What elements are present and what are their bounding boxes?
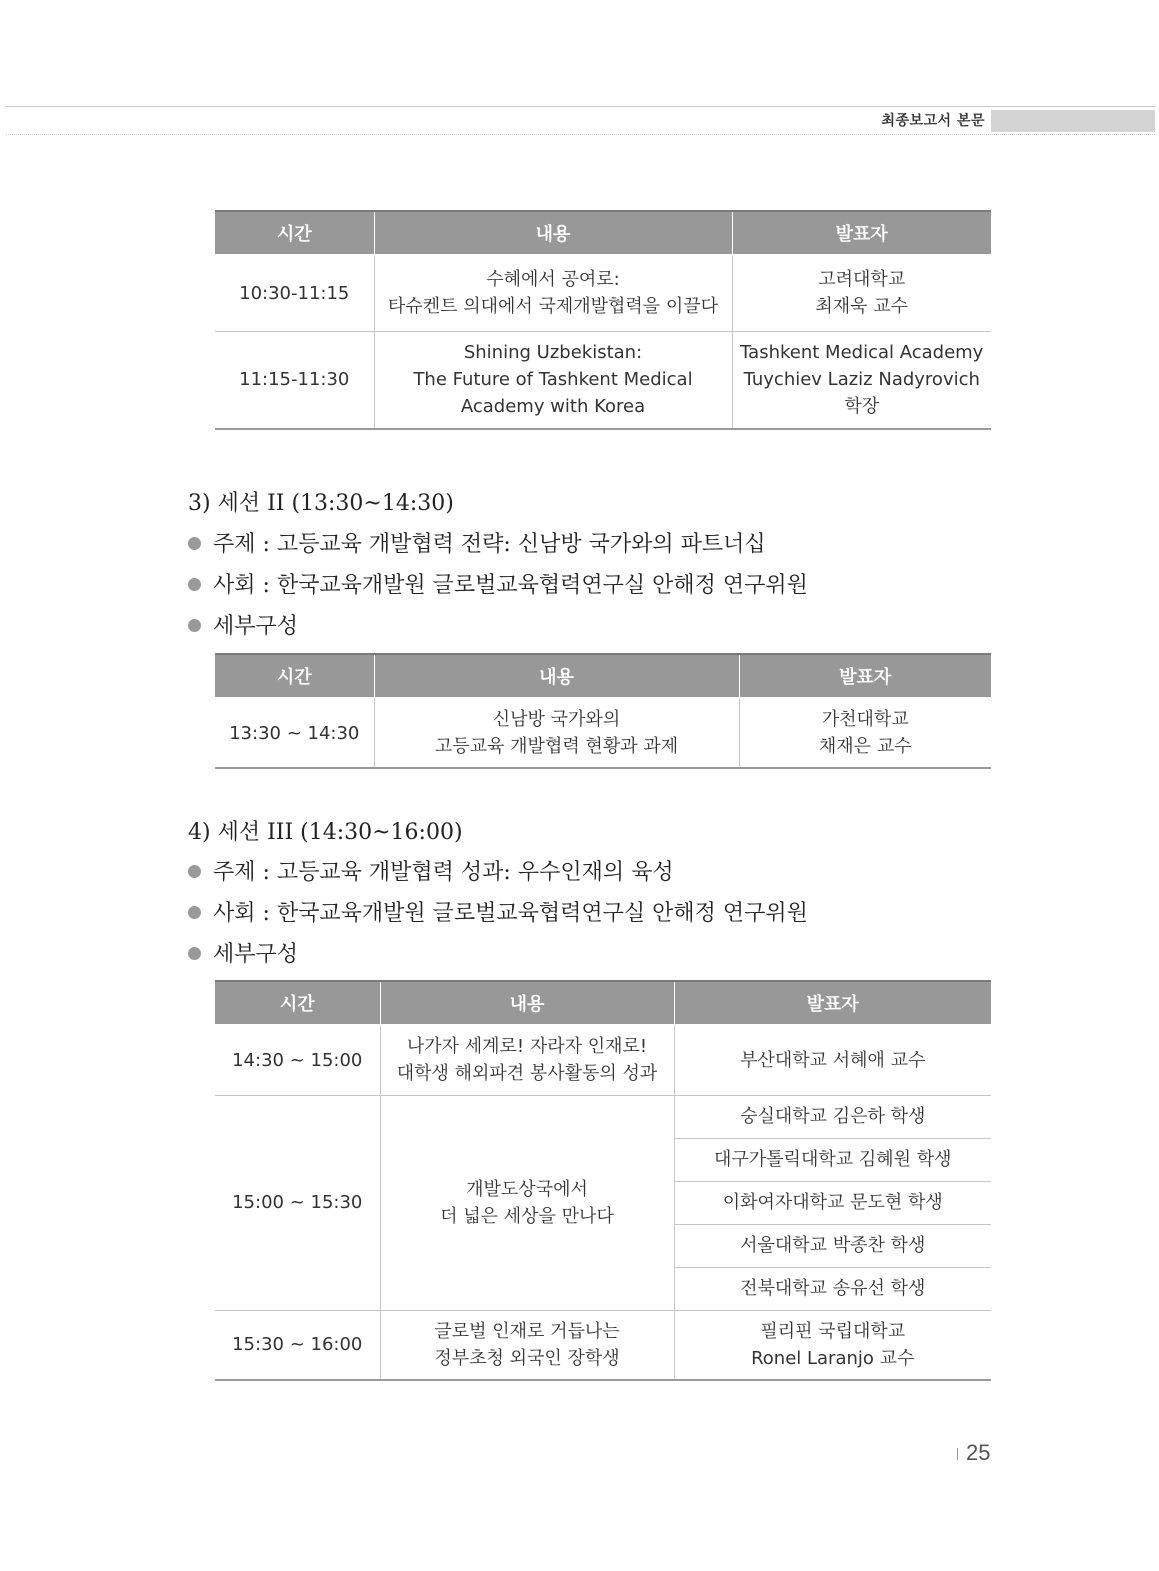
header-rule [6,106,1155,107]
bullet-text: 세부구성 [213,942,299,967]
bullet-moderator [188,568,808,599]
cell-time: 15:30 ~ 16:00 [215,1310,380,1380]
table-row [215,698,991,768]
table-row [215,331,991,429]
bullet-dot-icon [188,578,201,591]
bullet-text: 사회 : 한국교육개발원 글로벌교육협력연구실 안해정 연구위원 [213,901,808,926]
cell-content [380,1310,674,1380]
cell-content [380,1025,674,1095]
bullet-text: 주제 : 고등교육 개발협력 성과: 우수인재의 육성 [213,860,674,885]
bullet-dot-icon [188,906,201,919]
cell-presenter [674,1310,991,1380]
cell-time: 11:15-11:30 [215,331,374,429]
content-line: 신남방 국가와의 [492,709,621,730]
table-header-row [215,211,991,255]
bullet-details [188,937,298,968]
cell-presenter: 대구가톨릭대학교 김혜원 학생 [674,1138,991,1181]
cell-presenter [732,255,991,331]
cell-content [380,1095,674,1310]
cell-time: 15:00 ~ 15:30 [215,1095,380,1310]
cell-presenter: 전북대학교 송유선 학생 [674,1267,991,1310]
page-number-text: 25 [966,1440,991,1465]
col-presenter: 발표자 [732,211,991,255]
col-presenter: 발표자 [674,981,991,1025]
col-content: 내용 [380,981,674,1025]
presenter-line: 고려대학교 [818,269,906,291]
cell-presenter: 이화여자대학교 문도현 학생 [674,1181,991,1224]
content-line: 글로벌 인재로 거듭나는 [434,1320,620,1342]
bullet-text: 주제 : 고등교육 개발협력 전략: 신남방 국가와의 파트너십 [213,532,766,557]
header-bar [991,110,1155,132]
table-header-row [215,654,991,698]
table-row [215,255,991,331]
cell-time: 10:30-11:15 [215,255,374,331]
cell-content [374,255,732,331]
content-line: 대학생 해외파견 봉사활동의 성과 [396,1063,658,1085]
table-row [215,1025,991,1095]
cell-presenter: 부산대학교 서혜애 교수 [674,1025,991,1095]
content-line: 정부초청 외국인 장학생 [434,1347,620,1369]
table-row [215,1310,991,1380]
col-content: 내용 [374,211,732,255]
presenter-line: Tuychiev Laziz Nadyrovich [743,369,980,391]
presenter-line: Tashkent Medical Academy [740,342,984,364]
bullet-text: 세부구성 [213,614,299,639]
content-line: The Future of Tashkent Medical [413,369,693,391]
cell-presenter [732,331,991,429]
content-line: 나가자 세계로! 자라자 인재로! [406,1036,648,1058]
table-header-row [215,981,991,1025]
section-title-session-3: 4) 세션 III (14:30~16:00) [188,820,463,845]
presenter-line: 가천대학교 [821,709,909,730]
content-line: 수혜에서 공여로: [486,269,620,291]
presenter-line: 최재욱 교수 [815,296,909,318]
schedule-table-2 [215,653,991,769]
schedule-table-1 [215,210,991,430]
content-line: 타슈켄트 의대에서 국제개발협력을 이끌다 [387,296,719,318]
page-number-divider [957,1448,958,1460]
cell-content [374,698,739,768]
schedule-table-3 [215,980,991,1381]
cell-presenter: 서울대학교 박종찬 학생 [674,1224,991,1267]
presenter-line: 필리핀 국립대학교 [760,1320,906,1342]
content-line: 개발도상국에서 [466,1178,588,1200]
section-title-session-2: 3) 세션 II (13:30~14:30) [188,491,454,516]
bullet-dot-icon [188,947,201,960]
page-number [957,1440,990,1466]
bullet-dot-icon [188,865,201,878]
bullet-topic [188,855,674,886]
bullet-details [188,609,298,640]
table-row [215,1095,991,1138]
content-line: Shining Uzbekistan: [463,342,643,364]
cell-content [374,331,732,429]
header-dotted-rule [6,134,1155,135]
cell-time: 14:30 ~ 15:00 [215,1025,380,1095]
presenter-line: 학장 [844,396,880,418]
cell-presenter: 숭실대학교 김은하 학생 [674,1095,991,1138]
content-line: Academy with Korea [460,396,646,418]
presenter-line: 채재은 교수 [818,736,912,757]
col-content: 내용 [374,654,739,698]
col-time: 시간 [215,211,374,255]
bullet-topic [188,527,766,558]
running-header: 최종보고서 본문 [881,113,985,129]
col-time: 시간 [215,981,380,1025]
cell-presenter [739,698,991,768]
bullet-moderator [188,896,808,927]
bullet-dot-icon [188,619,201,632]
presenter-line: Ronel Laranjo 교수 [751,1347,915,1369]
cell-time: 13:30 ~ 14:30 [215,698,374,768]
bullet-dot-icon [188,537,201,550]
bullet-text: 사회 : 한국교육개발원 글로벌교육협력연구실 안해정 연구위원 [213,573,808,598]
col-presenter: 발표자 [739,654,991,698]
content-line: 더 넓은 세상을 만나다 [440,1205,614,1227]
content-line: 고등교육 개발협력 현황과 과제 [434,736,679,757]
col-time: 시간 [215,654,374,698]
